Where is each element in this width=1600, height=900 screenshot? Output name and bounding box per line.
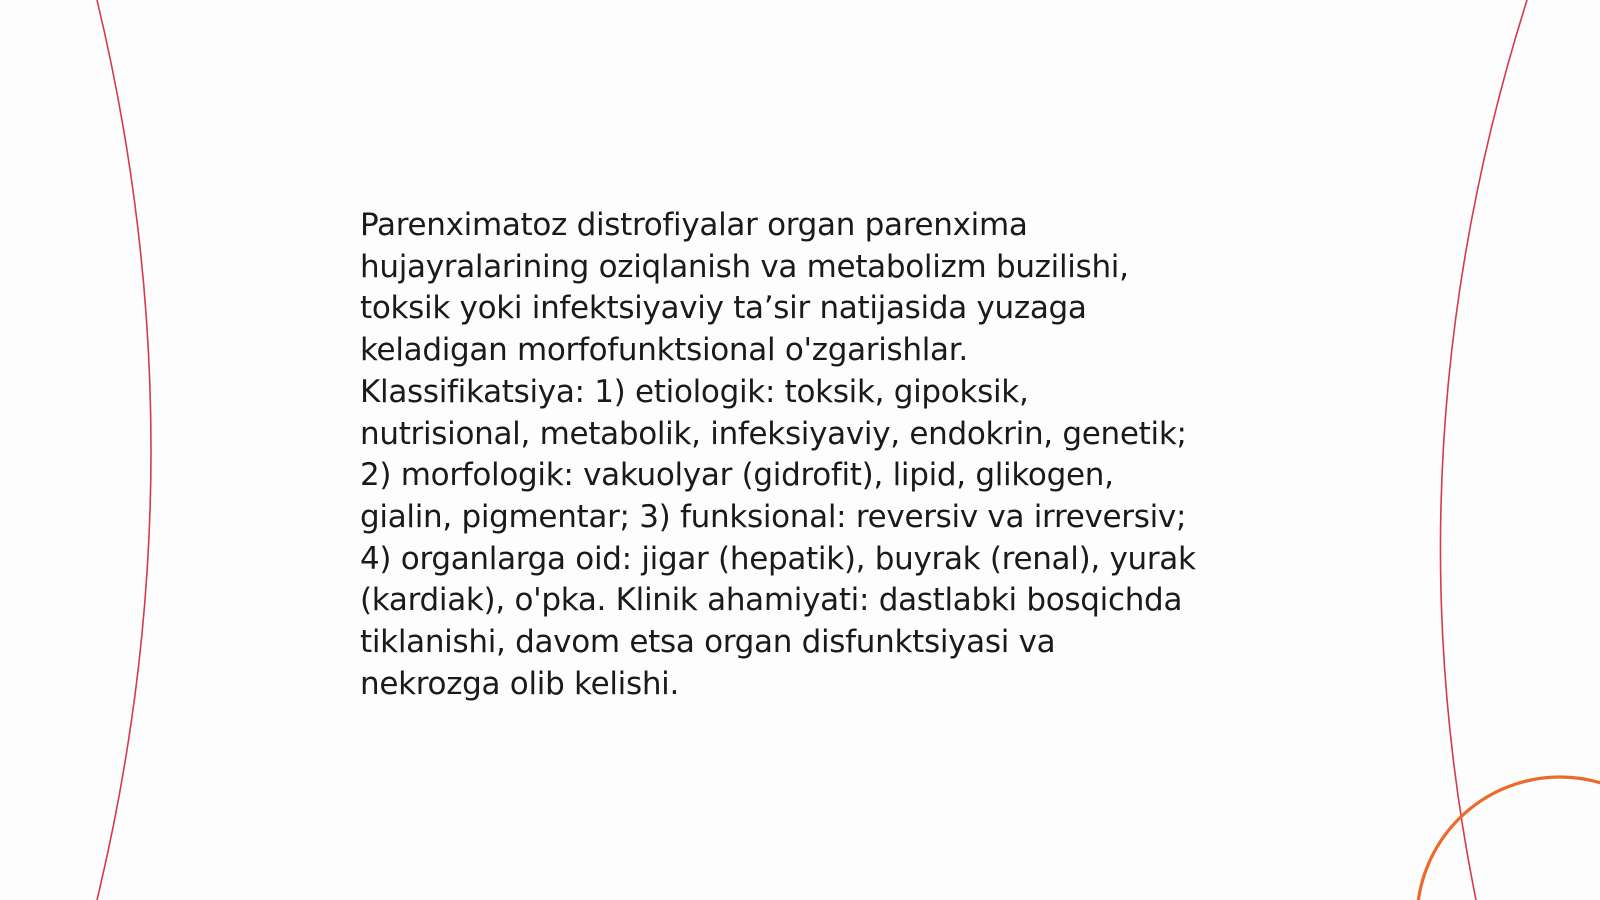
body-text-line: toksik yoki infektsiyaviy ta’sir natijasida yuzaga [360, 290, 1087, 327]
right-border-curve [1440, 0, 1527, 900]
slide-body-text [360, 205, 1260, 705]
body-text-line: tiklanishi, davom etsa organ disfunktsiyasi va [360, 624, 1056, 661]
body-text-line: Parenximatoz distrofiyalar organ parenxima [360, 207, 1028, 243]
body-text-line: Klassifikatsiya: 1) etiologik: toksik, gipoksik, [360, 373, 1029, 410]
body-text-line: 4) organlarga oid: jigar (hepatik), buyrak (renal), yurak [360, 540, 1196, 577]
body-text-line: (kardiak), o'pka. Klinik ahamiyati: dastlabki bosqichda [360, 582, 1183, 619]
body-text-line: 2) morfologik: vakuolyar (gidrofit), lipid, glikogen, [360, 457, 1114, 494]
body-text-line: hujayralarining oziqlanish va metabolizm buzilishi, [360, 248, 1129, 285]
left-border-curve [97, 0, 151, 900]
body-text-line: nutrisional, metabolik, infeksiyaviy, endokrin, genetik; [360, 415, 1187, 452]
accent-circle [1417, 777, 1600, 900]
body-text-line: keladigan morfofunktsional o'zgarishlar. [360, 332, 968, 369]
body-text-line: gialin, pigmentar; 3) funksional: reversiv va irreversiv; [360, 498, 1187, 535]
body-text-line: nekrozga olib kelishi. [360, 665, 680, 702]
